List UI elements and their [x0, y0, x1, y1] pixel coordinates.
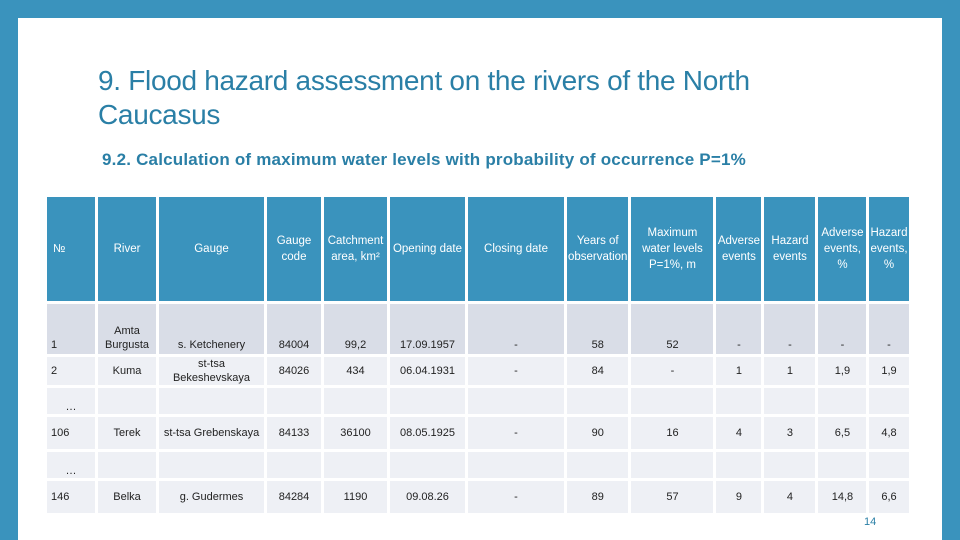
cell-adverse-pct: -: [818, 304, 866, 354]
slide: [18, 18, 942, 540]
header-gauge-code: Gauge code: [267, 197, 321, 301]
cell-hazard: 1: [764, 357, 815, 385]
cell-number: 1: [47, 304, 95, 354]
cell-catchment-area: 36100: [324, 417, 387, 449]
cell-hazard-pct: -: [869, 304, 908, 354]
cell-gauge-code: 84284: [267, 481, 321, 513]
page-number: 14: [864, 516, 877, 528]
cell-opening-date: 06.04.1931: [390, 357, 465, 385]
ellipsis-mark: …: [47, 452, 95, 478]
cell-years: 89: [567, 481, 628, 513]
cell-catchment-area: 1190: [324, 481, 387, 513]
cell-max-level: 57: [631, 481, 713, 513]
cell-number: 2: [47, 357, 95, 385]
slide-title: 9. Flood hazard assessment on the rivers of the North Caucasus: [98, 65, 750, 130]
table-header-row: [47, 197, 909, 301]
cell-hazard: 4: [764, 481, 815, 513]
header-adverse-events: Adverse events: [716, 197, 761, 301]
cell-closing-date: -: [468, 304, 564, 354]
cell-catchment-area: 99,2: [324, 304, 387, 354]
cell-adverse: 1: [716, 357, 761, 385]
table-row-ellipsis: [47, 452, 909, 478]
cell-gauge-code: 84133: [267, 417, 321, 449]
cell-adverse-pct: 1,9: [818, 357, 866, 385]
cell-number: 146: [47, 481, 95, 513]
cell-hazard-pct: 6,6: [869, 481, 908, 513]
header-opening-date: Opening date: [390, 197, 465, 301]
header-hazard-events-pct: Hazard events, %: [869, 197, 908, 301]
cell-catchment-area: 434: [324, 357, 387, 385]
cell-gauge: st-tsa Bekeshevskaya: [159, 357, 264, 385]
header-number: №: [47, 197, 95, 301]
cell-gauge: g. Gudermes: [159, 481, 264, 513]
cell-gauge: st-tsa Grebenskaya: [159, 417, 264, 449]
header-hazard-events: Hazard events: [764, 197, 815, 301]
header-adverse-events-pct: Adverse events, %: [818, 197, 866, 301]
cell-closing-date: -: [468, 481, 564, 513]
cell-river: Terek: [98, 417, 156, 449]
cell-gauge-code: 84026: [267, 357, 321, 385]
table-row: [47, 304, 909, 354]
ellipsis-mark: …: [47, 388, 95, 414]
cell-opening-date: 09.08.26: [390, 481, 465, 513]
cell-river: Belka: [98, 481, 156, 513]
header-catchment-area: Catchment area, km²: [324, 197, 387, 301]
cell-opening-date: 08.05.1925: [390, 417, 465, 449]
cell-adverse: 9: [716, 481, 761, 513]
cell-years: 90: [567, 417, 628, 449]
cell-hazard: 3: [764, 417, 815, 449]
cell-max-level: 52: [631, 304, 713, 354]
cell-hazard-pct: 1,9: [869, 357, 908, 385]
table-row: [47, 417, 909, 449]
cell-number: 106: [47, 417, 95, 449]
cell-adverse-pct: 6,5: [818, 417, 866, 449]
cell-hazard: -: [764, 304, 815, 354]
cell-river: Amta Burgusta: [98, 304, 156, 354]
cell-adverse-pct: 14,8: [818, 481, 866, 513]
table-row: [47, 481, 909, 513]
cell-max-level: -: [631, 357, 713, 385]
cell-max-level: 16: [631, 417, 713, 449]
cell-hazard-pct: 4,8: [869, 417, 908, 449]
slide-subtitle: 9.2. Calculation of maximum water levels with probability of occurrence P=1%: [102, 150, 746, 169]
header-river: River: [98, 197, 156, 301]
cell-closing-date: -: [468, 357, 564, 385]
header-closing-date: Closing date: [468, 197, 564, 301]
cell-closing-date: -: [468, 417, 564, 449]
cell-years: 84: [567, 357, 628, 385]
table-row: [47, 357, 909, 385]
header-max-water-levels: Maximum water levels P=1%, m: [631, 197, 713, 301]
cell-years: 58: [567, 304, 628, 354]
cell-gauge-code: 84004: [267, 304, 321, 354]
header-years-observation: Years of observation: [567, 197, 628, 301]
cell-river: Kuma: [98, 357, 156, 385]
cell-gauge: s. Ketchenery: [159, 304, 264, 354]
cell-adverse: -: [716, 304, 761, 354]
cell-adverse: 4: [716, 417, 761, 449]
table-row-ellipsis: [47, 388, 909, 414]
header-gauge: Gauge: [159, 197, 264, 301]
cell-opening-date: 17.09.1957: [390, 304, 465, 354]
flood-hazard-table: [44, 194, 912, 516]
